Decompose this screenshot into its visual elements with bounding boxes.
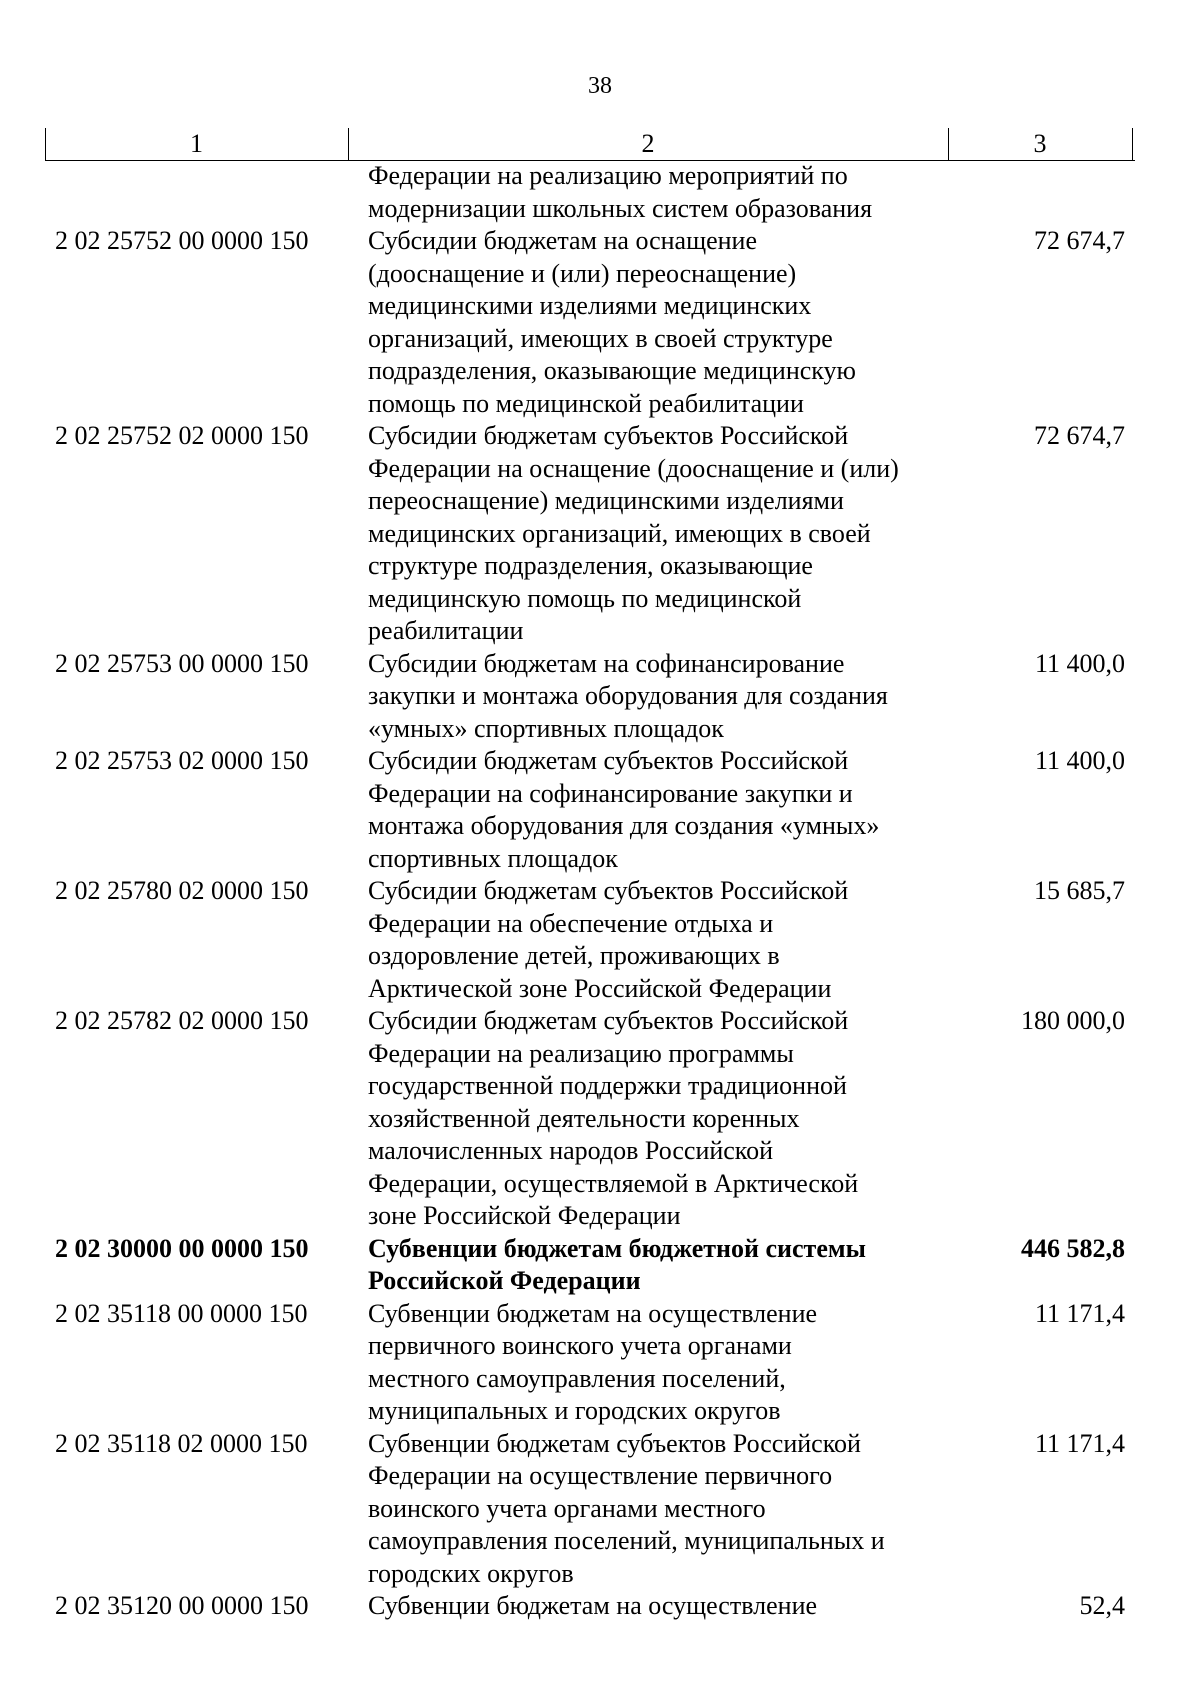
column-header-2: 2	[641, 129, 655, 158]
row-amount: 72 674,7	[1034, 421, 1125, 450]
table-row	[45, 1298, 1135, 1428]
row-code: 2 02 25753 00 0000 150	[55, 648, 309, 678]
row-code: 2 02 25780 02 0000 150	[55, 876, 309, 905]
table-row	[45, 1233, 1135, 1298]
table-row	[45, 1005, 1135, 1233]
row-name: Субсидии бюджетам на оснащение (дооснащение и (или) переоснащение) медицинскими изделиями медицинских организаций, имеющих в своей структуре подразделения, оказывающие медицинскую помощь по медицинской реабилитации	[368, 226, 856, 418]
column-divider	[1132, 128, 1133, 160]
row-code: 2 02 35118 02 0000 150	[55, 1428, 308, 1458]
table-row	[45, 420, 1135, 648]
table-row	[45, 648, 1135, 746]
row-code: 2 02 25753 02 0000 150	[55, 746, 309, 775]
table-body	[45, 160, 1135, 1623]
row-amount: 52,4	[1079, 1591, 1125, 1620]
table-row	[45, 745, 1135, 875]
row-code: 2 02 25752 02 0000 150	[55, 421, 309, 450]
table-row	[45, 225, 1135, 420]
row-name: Субсидии бюджетам субъектов Российской Федерации на реализацию программы государственной поддержки традиционной хозяйственной деятельности коренных малочисленных народов Российской Федерации, осуществляемой в Арктической зоне Российской Федерации	[368, 1006, 859, 1230]
row-name: Субсидии бюджетам субъектов Российской Федерации на оснащение (дооснащение и (или) переоснащение) медицинскими изделиями медицинских организаций, имеющих в своей структуре подразделения, оказывающие медицинскую помощь по медицинской реабилитации	[368, 421, 899, 645]
row-name: Субвенции бюджетам на осуществление	[368, 1591, 818, 1620]
row-name: Субвенции бюджетам на осуществление первичного воинского учета органами местного самоуправления поселений, муниципальных и городских округов	[368, 1298, 818, 1425]
row-amount: 11 400,0	[1034, 648, 1125, 678]
row-amount: 11 400,0	[1034, 746, 1125, 775]
table-row	[45, 1428, 1135, 1591]
row-name: Федерации на реализацию мероприятий по модернизации школьных систем образования	[368, 161, 873, 223]
row-name: Субвенции бюджетам субъектов Российской Федерации на осуществление первичного воинского учета органами местного самоуправления поселений, муниципальных и городских округов	[368, 1428, 885, 1588]
row-name: Субсидии бюджетам субъектов Российской Федерации на обеспечение отдыха и оздоровление детей, проживающих в Арктической зоне Российской Федерации	[368, 876, 849, 1003]
table-row	[45, 875, 1135, 1005]
row-amount: 180 000,0	[1021, 1006, 1125, 1035]
row-amount: 11 171,4	[1034, 1298, 1125, 1328]
row-code: 2 02 25782 02 0000 150	[55, 1006, 309, 1035]
row-amount: 446 582,8	[1021, 1233, 1125, 1263]
table-header	[45, 128, 1135, 161]
row-name: Субвенции бюджетам бюджетной системы Российской Федерации	[368, 1233, 866, 1295]
table-row	[45, 160, 1135, 225]
row-amount: 72 674,7	[1034, 226, 1125, 255]
page-number: 38	[588, 73, 612, 99]
table-row	[45, 1590, 1135, 1623]
column-header-3: 3	[1033, 129, 1047, 158]
row-name: Субсидии бюджетам субъектов Российской Федерации на софинансирование закупки и монтажа оборудования для создания «умных» спортивных площадок	[368, 746, 880, 873]
row-amount: 11 171,4	[1034, 1428, 1125, 1458]
row-name: Субсидии бюджетам на софинансирование закупки и монтажа оборудования для создания «умных» спортивных площадок	[368, 648, 888, 743]
row-code: 2 02 35118 00 0000 150	[55, 1298, 308, 1328]
row-code: 2 02 25752 00 0000 150	[55, 226, 309, 255]
row-code	[45, 160, 360, 225]
row-code: 2 02 30000 00 0000 150	[55, 1233, 309, 1263]
row-amount	[950, 160, 1135, 225]
column-header-1: 1	[190, 129, 203, 158]
row-code: 2 02 35120 00 0000 150	[55, 1591, 309, 1620]
row-amount: 15 685,7	[1034, 876, 1125, 905]
